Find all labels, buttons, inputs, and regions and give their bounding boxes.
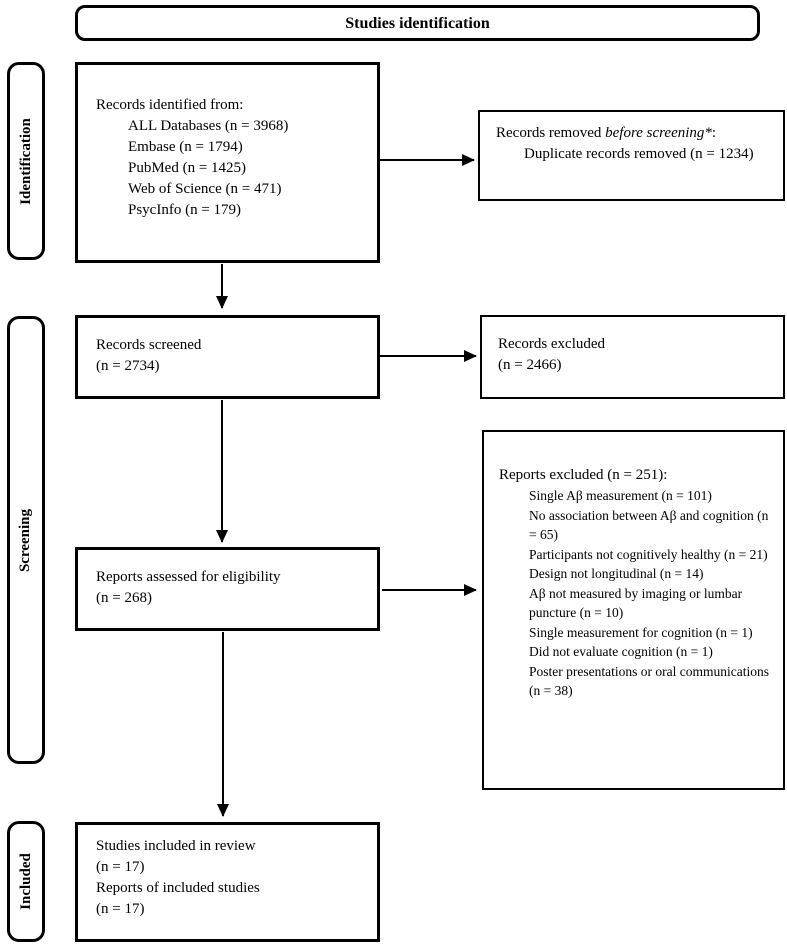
list-item: Design not longitudinal (n = 14) — [529, 566, 704, 581]
reports-included-count: (n = 17) — [96, 901, 145, 917]
diagram-title-box — [75, 5, 760, 41]
records-screened-count: (n = 2734) — [96, 358, 160, 374]
list-item: Duplicate records removed (n = 1234) — [524, 146, 754, 162]
records-removed-suffix: : — [711, 125, 717, 141]
studies-included-label: Studies included in review — [96, 838, 256, 854]
records-removed-list — [496, 144, 775, 165]
stage-label-text: Included — [17, 853, 34, 910]
reports-assessed-label: Reports assessed for eligibility — [96, 569, 281, 585]
reports-assessed-count: (n = 268) — [96, 590, 152, 606]
list-item: Poster presentations or oral communications (n = 38) — [529, 663, 769, 698]
reports-excluded-list — [499, 486, 775, 701]
list-item: PsycInfo (n = 179) — [128, 202, 242, 218]
list-item: No association between Aβ and cognition (n = 65) — [529, 507, 769, 542]
box-records-identified — [75, 62, 380, 263]
list-item: Embase (n = 1794) — [128, 139, 243, 155]
box-records-screened — [75, 315, 380, 399]
list-item: Aβ not measured by imaging or lumbar puncture (n = 10) — [529, 585, 743, 620]
box-reports-assessed — [75, 547, 380, 631]
list-item: ALL Databases (n = 3968) — [128, 118, 289, 134]
stage-label-screening — [7, 316, 45, 764]
reports-included-label: Reports of included studies — [96, 880, 260, 896]
records-removed-heading — [496, 123, 775, 144]
box-records-excluded — [480, 315, 785, 399]
box-records-removed — [478, 110, 785, 201]
list-item: Single Aβ measurement (n = 101) — [529, 488, 712, 503]
records-identified-heading: Records identified from: — [96, 97, 244, 113]
stage-label-identification — [7, 62, 45, 260]
diagram-title: Studies identification — [345, 14, 490, 32]
records-removed-prefix: Records removed — [496, 125, 606, 141]
records-removed-italic: before screening* — [605, 125, 712, 141]
stage-label-text: Identification — [17, 117, 34, 205]
records-excluded-label: Records excluded — [498, 336, 606, 352]
list-item: Participants not cognitively healthy (n = 21) — [529, 546, 768, 562]
studies-included-count: (n = 17) — [96, 859, 145, 875]
stage-label-text: Screening — [17, 508, 34, 572]
list-item: Web of Science (n = 471) — [128, 181, 282, 197]
box-reports-excluded — [482, 430, 785, 790]
reports-excluded-heading: Reports excluded (n = 251): — [499, 467, 668, 483]
stage-label-included — [7, 821, 45, 942]
records-excluded-count: (n = 2466) — [498, 357, 562, 373]
records-screened-label: Records screened — [96, 337, 202, 353]
box-studies-included — [75, 822, 380, 942]
list-item: PubMed (n = 1425) — [128, 160, 247, 176]
list-item: Single measurement for cognition (n = 1) — [529, 624, 753, 640]
list-item: Did not evaluate cognition (n = 1) — [529, 644, 713, 659]
records-identified-list — [96, 116, 367, 221]
